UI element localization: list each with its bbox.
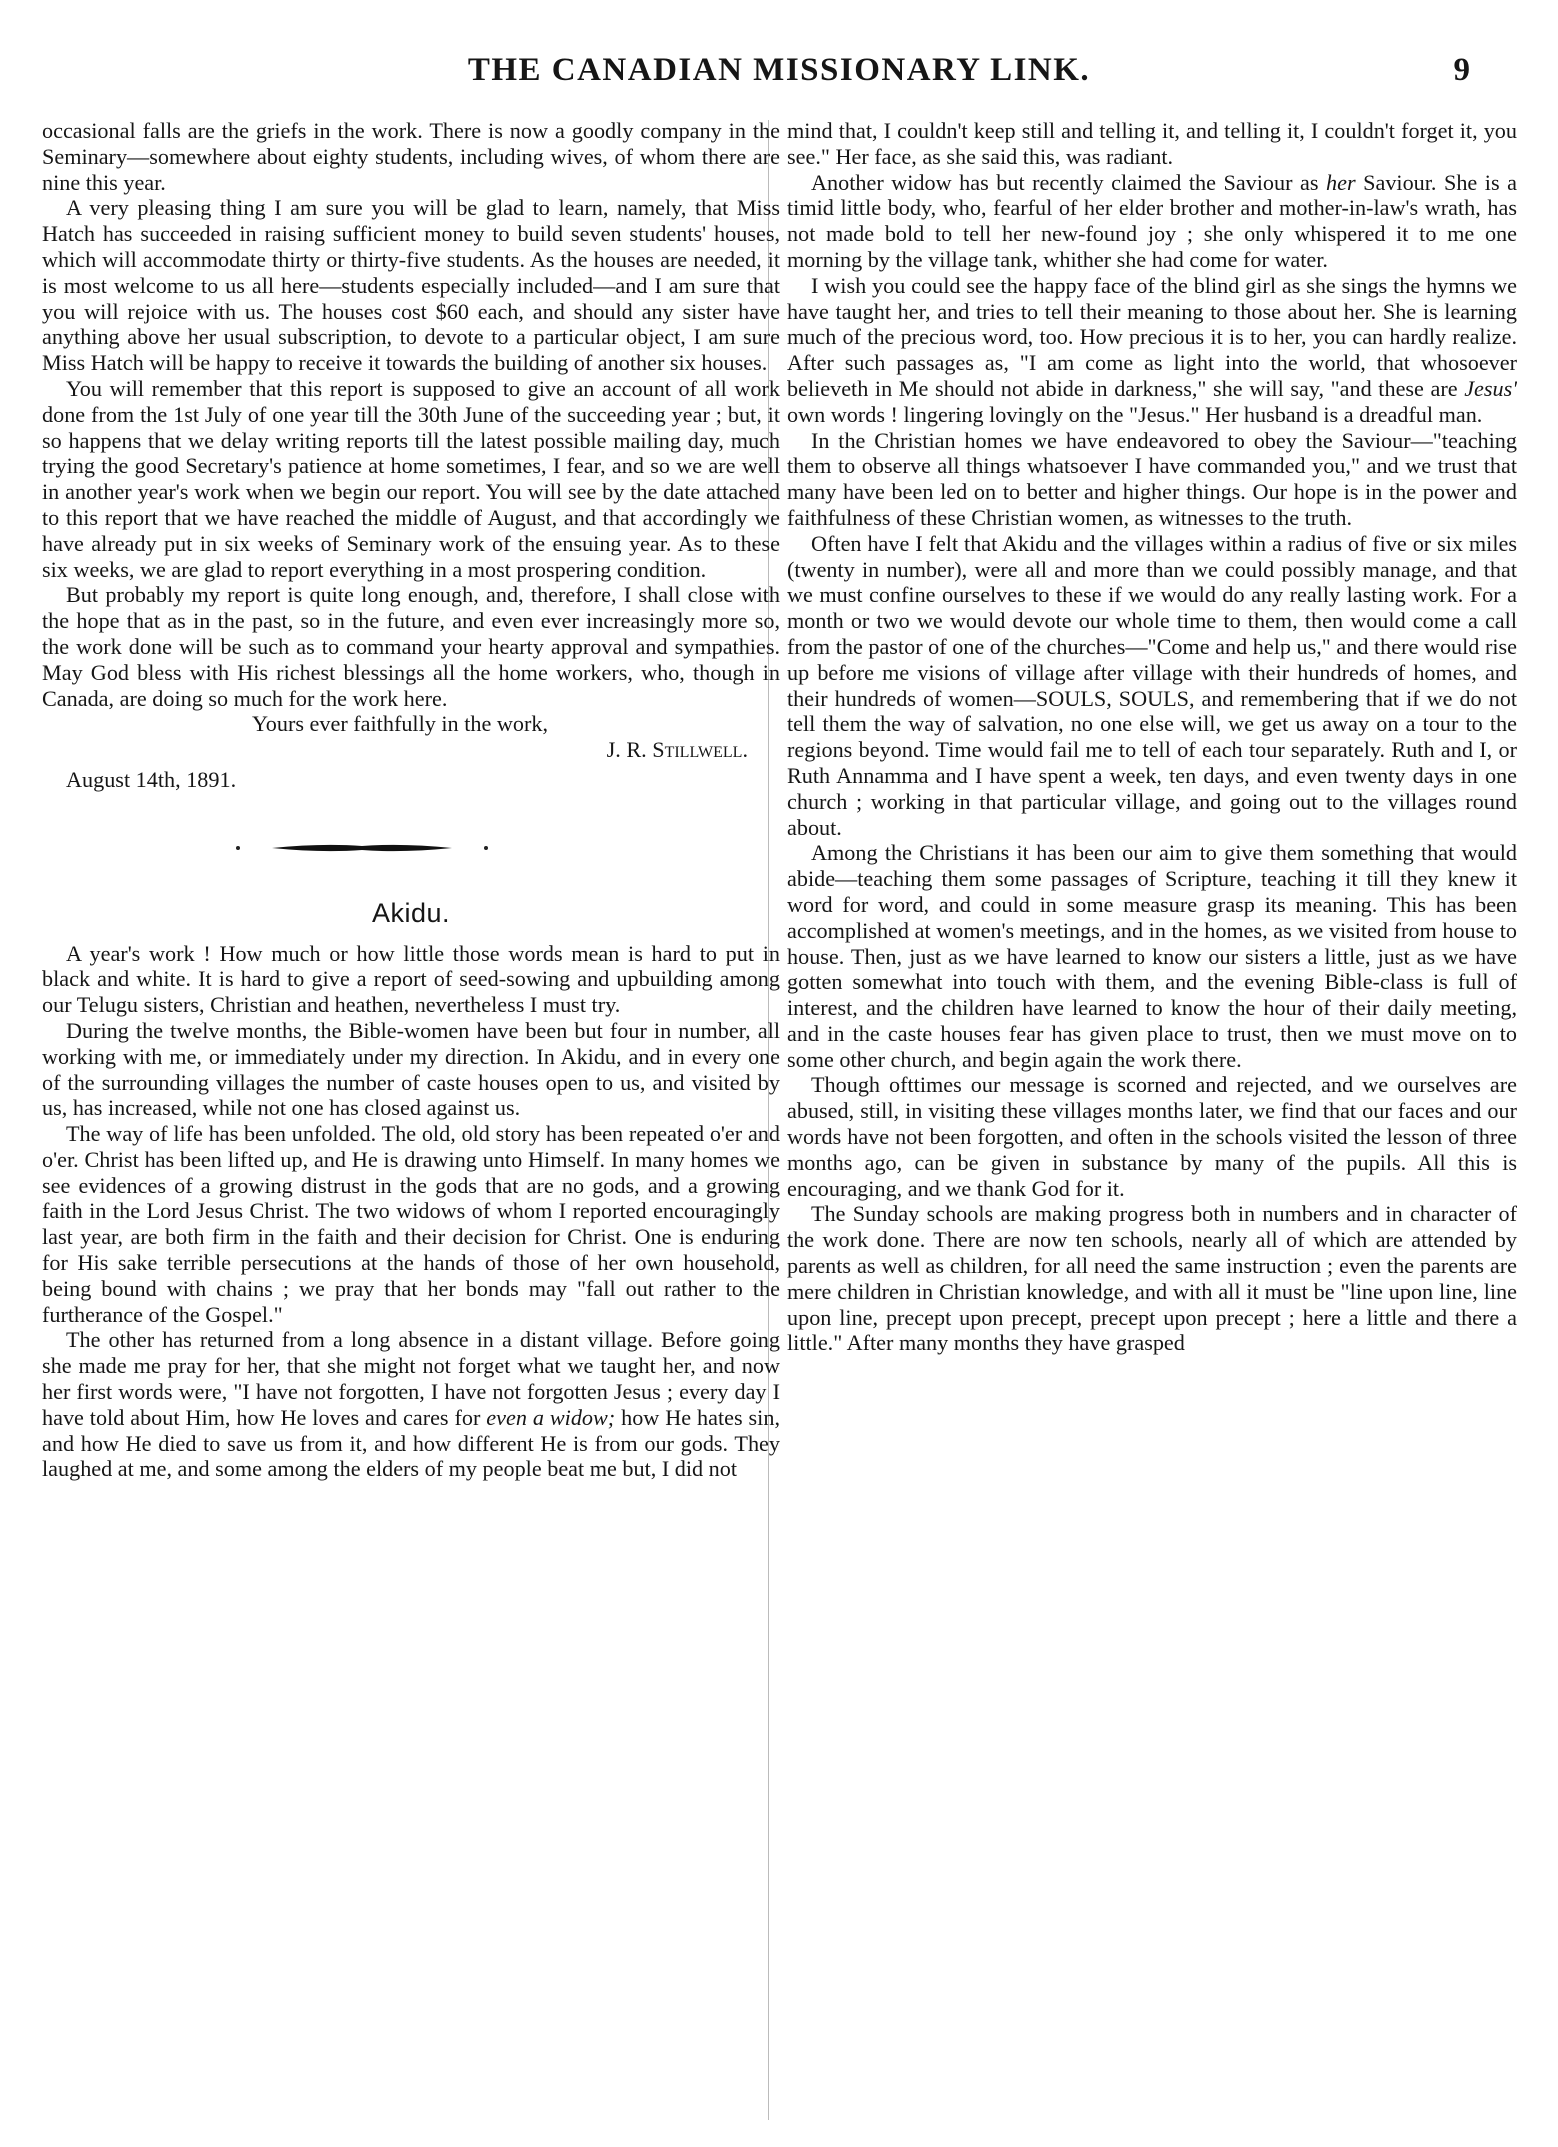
emphasis: Jesus' (1464, 375, 1517, 401)
emphasis: her (1326, 169, 1356, 195)
paragraph (787, 273, 1517, 428)
running-head (0, 52, 1558, 102)
text-run: I wish you could see the happy face of the blind girl as she sings the hymns we have taught her, and tries to tell their meaning to those about her. She is learning much of the precious word, too. How precious it is to her, you can hardly realize. After such passages as, "I am come as light into the world, that whosoever believeth in Me should not abide in darkness," she will say, "and these are (787, 272, 1517, 401)
text-run: own words ! lingering lovingly on the "Jesus." Her husband is a dreadful man. (787, 401, 1483, 427)
signoff (42, 711, 780, 792)
paragraph: Though ofttimes our message is scorned and rejected, and we ourselves are abused, still, in visiting these villages months later, we find that our faces and our words have not been forgotten, and often in the schools visited the lesson of three months ago, can be given in substance by many of the pupils. All this is encouraging, and we thank God for it. (787, 1072, 1517, 1201)
journal-title: THE CANADIAN MISSIONARY LINK. (467, 52, 1091, 88)
emphasis: even a widow; (486, 1404, 616, 1430)
text-run: how He hates sin, and how He died to save us from it, and how different He is from our gods. They laughed at me, and some among the elders of my people beat me but, I did not (42, 1404, 780, 1482)
text-run: The other has returned from a long absence in a distant village. Before going she made me pray for her, that she might not forget what we taught her, and now her first words were, "I have not forgotten, I have not forgotten Jesus ; every day I have told about Him, how He loves and cares for (42, 1327, 780, 1430)
section-ornament (42, 793, 780, 901)
paragraph: occasional falls are the griefs in the work. There is now a goodly company in the Seminary—somewhere about eighty students, including wives, of whom there are nine this year. (42, 118, 780, 195)
paragraph: mind that, I couldn't keep still and telling it, and telling it, I couldn't forget it, you see." Her face, as she said this, was radiant. (787, 118, 1517, 169)
paragraph: The Sunday schools are making progress both in numbers and in character of the work done. There are now ten schools, nearly all of which are attended by parents as well as children, for all need the same instruction ; even the parents are mere children in Christian knowledge, and with all it must be "line upon line, line upon line, precept upon precept, precept upon precept ; here a little and there a little." After many months they have grasped (787, 1201, 1517, 1356)
right-column (787, 118, 1517, 2128)
text-run: Another widow has but recently claimed the Saviour as (811, 169, 1327, 195)
paragraph: During the twelve months, the Bible-women have been but four in number, all working with me, or immediately under my direction. In Akidu, and in every one of the surrounding villages the number of caste houses open to us, and visited by us, has increased, while not one has closed against us. (42, 1017, 780, 1121)
paragraph: But probably my report is quite long enough, and, therefore, I shall close with the hope that as in the past, so in the future, and even ever increasingly more so, the work done will be such as to command your hearty approval and sympathies. May God bless with His richest blessings all the home workers, who, though in Canada, are doing so much for the work here. (42, 582, 780, 711)
text-run: Saviour. She is a timid little body, who, fearful of her elder brother and mother-in-law's wrath, has not made bold to tell her new-found joy ; she only whispered it to me one morning by the village tank, whither she had come for water. (787, 169, 1517, 272)
paragraph: Often have I felt that Akidu and the villages within a radius of five or six miles (twenty in number), were all and more than we could possibly manage, and that we must confine ourselves to these if we would do any really lasting work. For a month or two we would devote our whole time to them, then would come a call from the pastor of one of the churches—"Come and help us," and there would rise up before me visions of village after village with their hundreds of homes, and their hundreds of women—SOULS, SOULS, and remembering that if we do not tell them the way of salvation, no one else will, we get us away on a tour to the regions beyond. Time would fail me to tell of each tour separately. Ruth and I, or Ruth Annamma and I have spent a week, ten days, and even twenty days in one church ; working in that particular village, and going out to the villages round about. (787, 530, 1517, 840)
ornament-rule-icon (232, 841, 492, 855)
paragraph: Among the Christians it has been our aim to give them something that would abide—teaching them some passages of Scripture, teaching it till they knew it word for word, and could in some measure grasp its meaning. This has been accomplished at women's meetings, and in the homes, as we visited from house to house. Then, just as we have learned to know our sisters a little, just as we have gotten somewhat into touch with them, and the evening Bible-class is full of interest, and the children have learned to know the hour of their daily meeting, and in the caste houses fear has given place to trust, then we must move on to some other church, and begin again the work there. (787, 840, 1517, 1072)
paragraph: A very pleasing thing I am sure you will be glad to learn, namely, that Miss Hatch has succeeded in raising sufficient money to build seven students' houses, which will accommodate thirty or thirty-five students. As the houses are needed, it is most welcome to us all here—students especially included—and I am sure that you will rejoice with us. The houses cost $60 each, and should any sister have anything above her usual subscription, to devote to a particular object, I am sure Miss Hatch will be happy to receive it towards the building of another six houses. (42, 195, 780, 376)
paragraph: The way of life has been unfolded. The old, old story has been repeated o'er and o'er. Christ has been lifted up, and He is drawing unto Himself. In many homes we see evidences of a growing distrust in the gods that are no gods, and a growing faith in the Lord Jesus Christ. The two widows of whom I reported encouragingly last year, are both firm in the faith and their decision for Christ. One is enduring for His sake terrible persecutions at the hands of those of her own household, being bound with chains ; we pray that her bonds may "fall out rather to the furtherance of the Gospel." (42, 1121, 780, 1327)
left-column (42, 118, 780, 2128)
paragraph (787, 170, 1517, 273)
signature: J. R. Stillwell. (606, 737, 748, 763)
paragraph: A year's work ! How much or how little those words mean is hard to put in black and white. It is hard to give a report of seed-sowing and upbuilding among our Telugu sisters, Christian and heathen, nevertheless I must try. (42, 940, 780, 1018)
page-number: 9 (1453, 52, 1470, 88)
closing-line: Yours ever faithfully in the work, (252, 711, 548, 737)
paragraph (42, 1327, 780, 1482)
report-date: August 14th, 1891. (66, 766, 237, 792)
paragraph: In the Christian homes we have endeavored to obey the Saviour—"teaching them to observe all things whatsoever I have commanded you," and we trust that many have been led on to better and higher things. Our hope is in the power and faithfulness of these Christian women, as witnesses to the truth. (787, 427, 1517, 530)
section-title: Akidu. (371, 897, 451, 928)
paragraph: You will remember that this report is supposed to give an account of all work done from the 1st July of one year till the 30th June of the succeeding year ; but, it so happens that we delay writing reports till the latest possible mailing day, much trying the good Secretary's patience at home sometimes, I fear, and so we are well in another year's work when we begin our report. You will see by the date attached to this report that we have reached the middle of August, and that accordingly we have already put in six weeks of Seminary work of the ensuing year. As to these six weeks, we are glad to report everything in a most prospering condition. (42, 375, 780, 582)
